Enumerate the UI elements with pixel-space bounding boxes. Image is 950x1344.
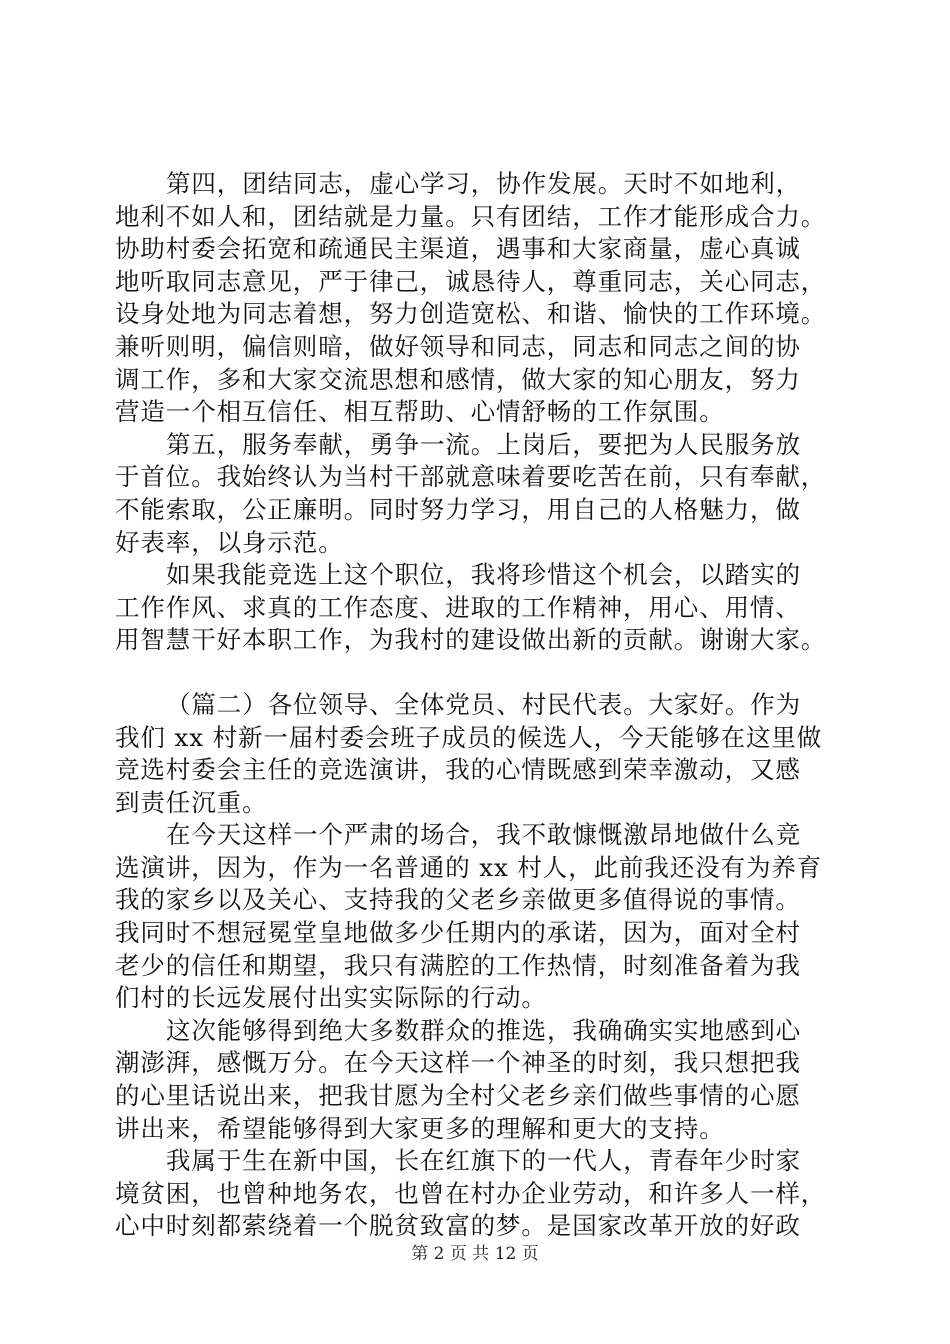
text-line: 于首位。我始终认为当村干部就意味着要吃苦在前，只有奉献， xyxy=(115,462,827,492)
text-line: 协助村委会拓宽和疏通民主渠道，遇事和大家商量，虚心真诚 xyxy=(115,234,801,264)
text-line: 我们 xx 村新一届村委会班子成员的候选人，今天能够在这里做 xyxy=(115,722,823,752)
text-line: 第四，团结同志，虚心学习，协作发展。天时不如地利， xyxy=(166,169,801,198)
text-line: 用智慧干好本职工作，为我村的建设做出新的贡献。谢谢大家。 xyxy=(115,625,827,655)
text-line: 营造一个相互信任、相互帮助、心情舒畅的工作氛围。 xyxy=(115,397,725,427)
text-line: 们村的长远发展付出实实际际的行动。 xyxy=(115,983,547,1013)
text-line: 地听取同志意见，严于律己，诚恳待人，尊重同志，关心同志， xyxy=(115,266,827,296)
text-line: 这次能够得到绝大多数群众的推选，我确确实实地感到心 xyxy=(166,1015,801,1045)
text-line: 好表率，以身示范。 xyxy=(115,527,344,557)
text-line: 的心里话说出来，把我甘愿为全村父老乡亲们做些事情的心愿 xyxy=(115,1081,801,1111)
text-line: 讲出来，希望能够得到大家更多的理解和更大的支持。 xyxy=(115,1113,725,1143)
text-line: 如果我能竞选上这个职位，我将珍惜这个机会，以踏实的 xyxy=(166,560,801,590)
text-line: 在今天这样一个严肃的场合，我不敢慷慨激昂地做什么竞 xyxy=(166,820,801,850)
text-line: 到责任沉重。 xyxy=(115,787,268,817)
text-line: 兼听则明，偏信则暗，做好领导和同志，同志和同志之间的协 xyxy=(115,331,801,361)
text-line: 选演讲，因为，作为一名普通的 xx 村人，此前我还没有为养育 xyxy=(115,852,823,882)
text-line: 设身处地为同志着想，努力创造宽松、和谐、愉快的工作环境。 xyxy=(115,299,827,329)
text-line: 地利不如人和，团结就是力量。只有团结，工作才能形成合力。 xyxy=(115,201,827,231)
text-line: 工作作风、求真的工作态度、进取的工作精神，用心、用情、 xyxy=(115,592,801,622)
text-line: 竞选村委会主任的竞选演讲，我的心情既感到荣幸激动，又感 xyxy=(115,755,801,785)
text-line: 我属于生在新中国，长在红旗下的一代人，青春年少时家 xyxy=(166,1146,801,1176)
paragraph-gap xyxy=(115,657,855,689)
page-number-footer: 第 2 页 共 12 页 xyxy=(411,1244,539,1264)
text-line: 境贫困，也曾种地务农，也曾在村办企业劳动，和许多人一样， xyxy=(115,1178,827,1208)
text-line: 心中时刻都萦绕着一个脱贫致富的梦。是国家改革开放的好政 xyxy=(115,1211,801,1241)
text-line: 第五，服务奉献，勇争一流。上岗后，要把为人民服务放 xyxy=(166,429,801,459)
text-line: 老少的信任和期望，我只有满腔的工作热情，时刻准备着为我 xyxy=(115,950,801,980)
text-line: （篇二）各位领导、全体党员、村民代表。大家好。作为 xyxy=(166,689,801,719)
document-body xyxy=(115,168,855,1243)
text-line: 我的家乡以及关心、支持我的父老乡亲做更多值得说的事情。 xyxy=(115,885,801,915)
text-line: 不能索取，公正廉明。同时努力学习，用自己的人格魅力，做 xyxy=(115,494,801,524)
text-line: 潮澎湃，感慨万分。在今天这样一个神圣的时刻，我只想把我 xyxy=(115,1048,801,1078)
text-line: 调工作，多和大家交流思想和感情，做大家的知心朋友，努力 xyxy=(115,364,801,394)
text-line: 我同时不想冠冕堂皇地做多少任期内的承诺，因为，面对全村 xyxy=(115,918,801,948)
